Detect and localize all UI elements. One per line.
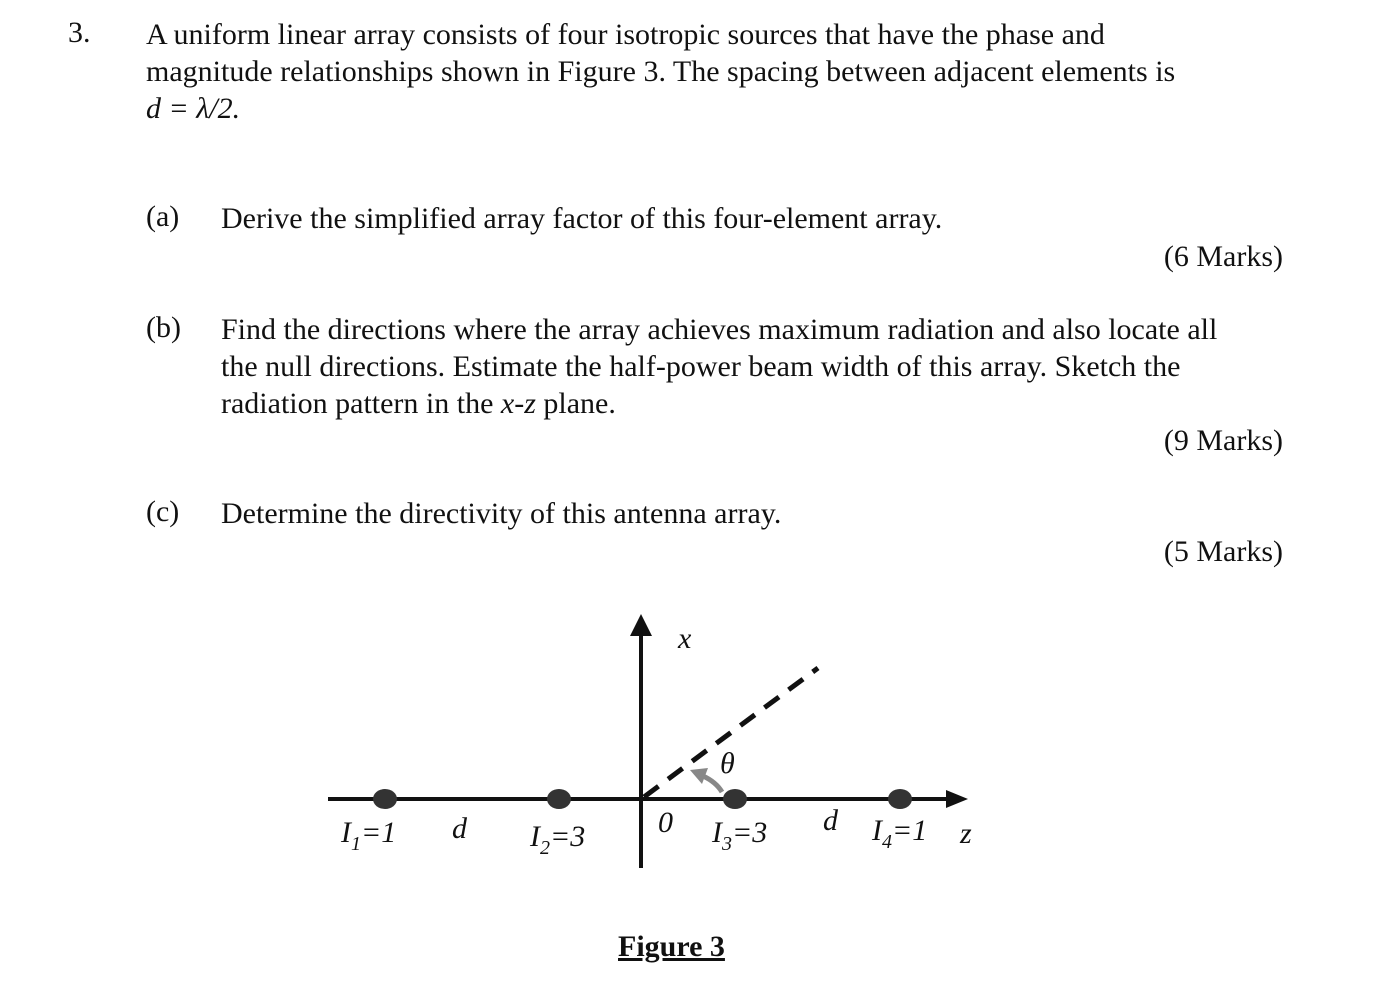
z-axis-label: z <box>960 817 972 850</box>
spacing-label-right: d <box>823 804 838 837</box>
origin-label: 0 <box>658 806 673 839</box>
intro-line-2: magnitude relationships shown in Figure 3. The spacing between adjacent elements is <box>146 55 1176 88</box>
element-4-dot <box>888 789 912 809</box>
question-number: 3. <box>68 16 91 49</box>
element-1-label: $I_1=1$ <box>341 816 397 855</box>
part-b-marks: (9 Marks) <box>1163 424 1283 457</box>
spacing-label-left: d <box>452 812 467 845</box>
element-1-dot <box>373 789 397 809</box>
part-a-label: (a) <box>146 200 180 233</box>
part-a-text: Derive the simplified array factor of this four-element array. <box>221 202 943 235</box>
part-b-label: (b) <box>146 311 181 344</box>
figure-caption: Figure 3 <box>618 930 725 963</box>
element-2-label: $I_2=3$ <box>530 820 586 859</box>
z-axis-arrow-icon <box>946 790 968 808</box>
angle-label: θ <box>720 747 735 780</box>
intro-line-3: d = λ/2. <box>146 92 241 125</box>
intro-line-1: A uniform linear array consists of four isotropic sources that have the phase and <box>146 18 1105 51</box>
part-a-marks: (6 Marks) <box>1163 240 1283 273</box>
element-2-dot <box>547 789 571 809</box>
element-3-label: $I_3=3$ <box>712 816 768 855</box>
part-c-text: Determine the directivity of this antenna array. <box>221 497 782 530</box>
x-axis-label: x <box>678 622 692 655</box>
part-b-line-1: Find the directions where the array achieves maximum radiation and also locate all <box>221 313 1218 346</box>
part-b-line-3: radiation pattern in the x-z plane. <box>221 387 616 420</box>
part-c-label: (c) <box>146 495 180 528</box>
part-c-marks: (5 Marks) <box>1163 535 1283 568</box>
element-4-label: $I_4=1$ <box>872 814 928 853</box>
element-3-dot <box>723 789 747 809</box>
part-b-line-2: the null directions. Estimate the half-power beam width of this array. Sketch the <box>221 350 1181 383</box>
x-axis-arrow-icon <box>630 614 652 636</box>
